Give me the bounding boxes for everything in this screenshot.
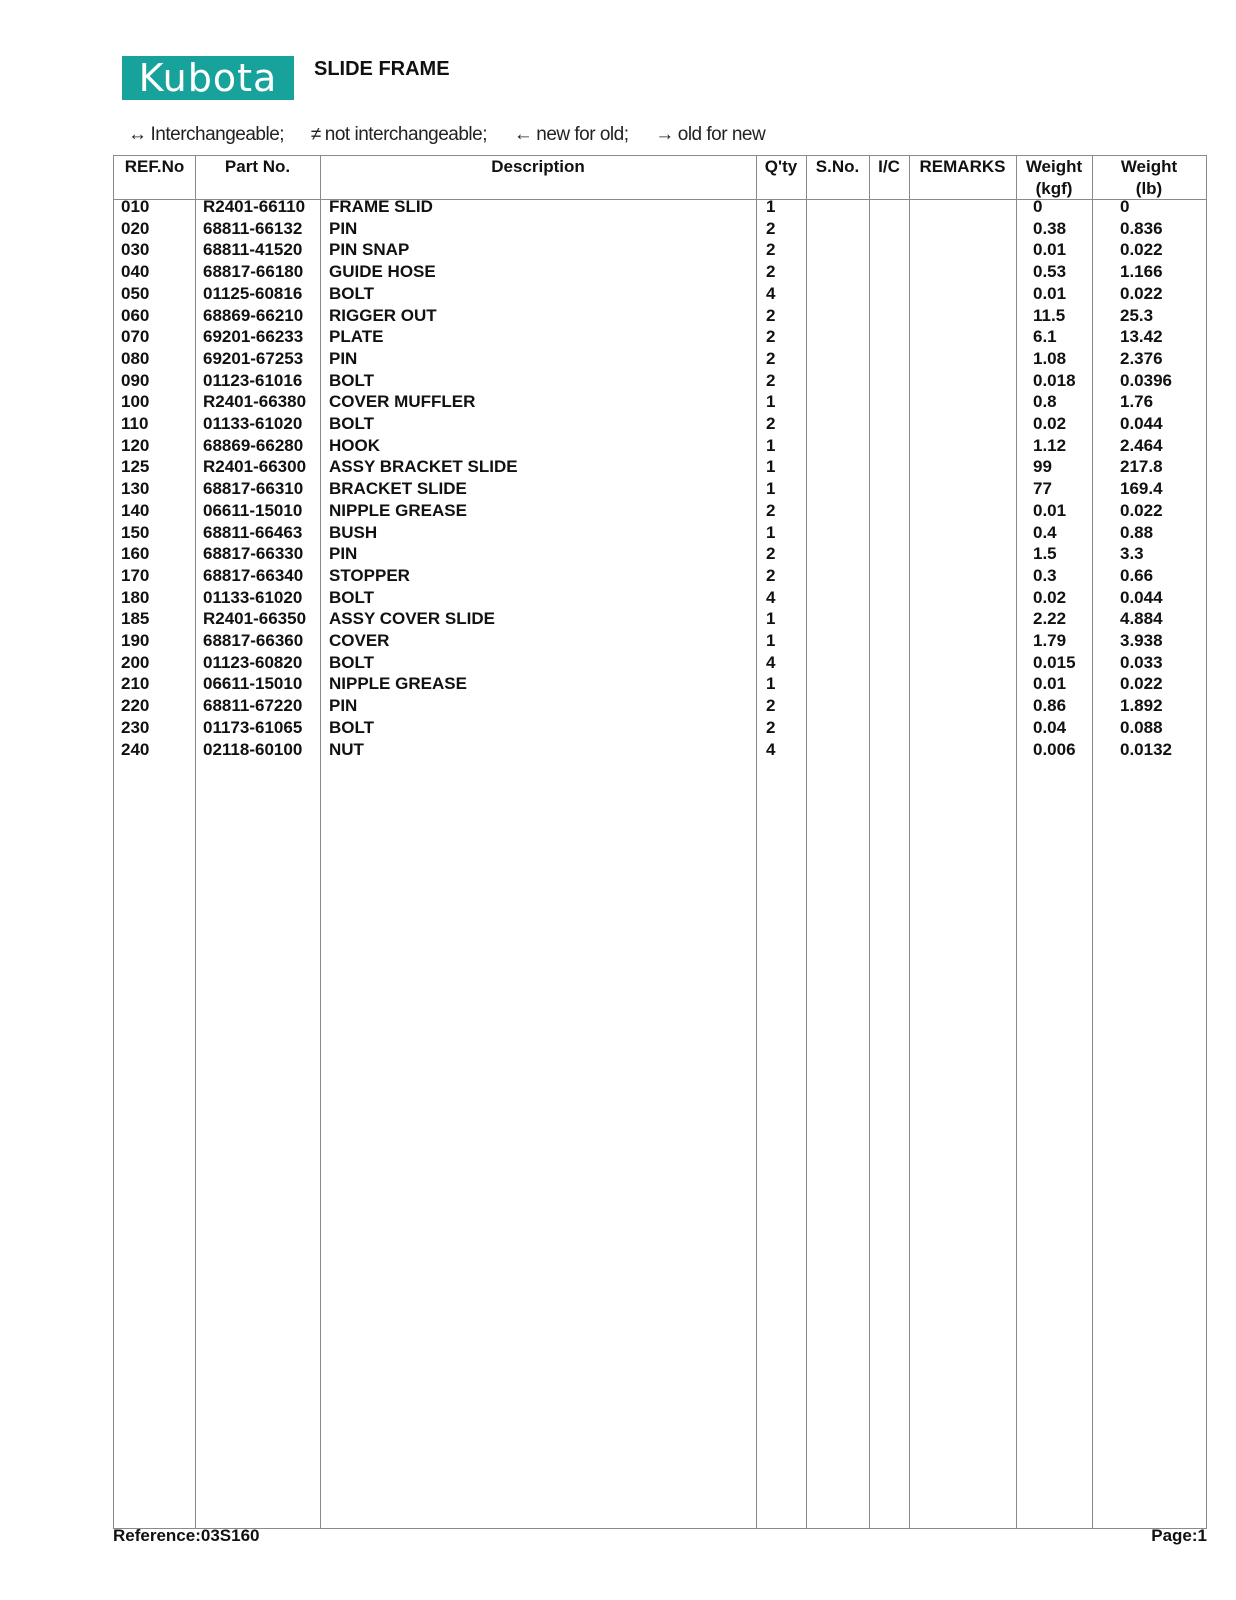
- table-row: [114, 348, 1206, 370]
- cell-ref-no: 185: [121, 609, 150, 629]
- cell-description: RIGGER OUT: [329, 305, 437, 325]
- cell-weight-lb: 2.376: [1120, 348, 1163, 368]
- cell-qty: 2: [766, 717, 776, 737]
- cell-weight-lb: 0.836: [1120, 218, 1163, 238]
- legend-old-for-new: → old for new: [655, 124, 766, 145]
- cell-ref-no: 125: [121, 457, 150, 477]
- cell-qty: 2: [766, 305, 776, 325]
- cell-weight-lb: 0.022: [1120, 674, 1163, 694]
- cell-description: FRAME SLID: [329, 197, 433, 216]
- cell-part-no: R2401-66300: [203, 457, 307, 477]
- cell-weight-lb: 0.88: [1120, 522, 1154, 542]
- cell-weight-kgf: 0.8: [1033, 392, 1057, 412]
- cell-qty: 1: [766, 674, 776, 694]
- table-row: [114, 587, 1206, 609]
- table-row: [114, 565, 1206, 587]
- cell-weight-kgf: 0.018: [1033, 370, 1076, 390]
- cell-description: GUIDE HOSE: [329, 262, 436, 282]
- cell-qty: 2: [766, 544, 776, 564]
- cell-part-no: 68817-66310: [203, 479, 304, 499]
- cell-description: ASSY COVER SLIDE: [329, 609, 495, 629]
- cell-ref-no: 210: [121, 674, 150, 694]
- parts-table: [113, 155, 1207, 1529]
- cell-weight-lb: 0.033: [1120, 652, 1163, 672]
- cell-weight-kgf: 0.01: [1033, 674, 1067, 694]
- cell-weight-kgf: 0.01: [1033, 240, 1067, 260]
- cell-ref-no: 150: [121, 522, 150, 542]
- cell-part-no: 01123-61016: [203, 370, 303, 390]
- cell-part-no: 68869-66280: [203, 435, 304, 455]
- cell-description: NIPPLE GREASE: [329, 674, 467, 694]
- legend: [128, 124, 787, 146]
- cell-qty: 1: [766, 631, 776, 650]
- cell-ref-no: 050: [121, 283, 150, 303]
- cell-ref-no: 060: [121, 305, 150, 325]
- cell-description: ASSY BRACKET SLIDE: [329, 457, 518, 477]
- cell-qty: 1: [766, 522, 776, 542]
- table-row: [114, 543, 1206, 565]
- cell-description: PIN: [329, 218, 358, 238]
- cell-weight-kgf: 2.22: [1033, 609, 1067, 629]
- cell-weight-lb: 1.166: [1120, 262, 1163, 282]
- cell-description: PIN: [329, 348, 358, 368]
- table-row: [114, 218, 1206, 240]
- cell-description: BOLT: [329, 370, 375, 390]
- cell-ref-no: 230: [121, 717, 150, 737]
- cell-weight-lb: 0.66: [1120, 565, 1154, 585]
- cell-description: PIN: [329, 696, 358, 716]
- table-row: [114, 305, 1206, 327]
- page-title: SLIDE FRAME: [314, 58, 450, 80]
- table-row: [114, 370, 1206, 392]
- cell-weight-lb: 0.044: [1120, 587, 1163, 607]
- cell-description: BRACKET SLIDE: [329, 479, 467, 499]
- cell-weight-lb: 3.938: [1120, 631, 1163, 650]
- cell-qty: 4: [766, 283, 776, 303]
- cell-description: PIN: [329, 544, 358, 564]
- cell-part-no: 06611-15010: [203, 674, 303, 694]
- column-header-qty: Q'ty: [764, 157, 798, 176]
- cell-ref-no: 100: [121, 392, 150, 412]
- cell-weight-kgf: 77: [1033, 479, 1052, 499]
- cell-qty: 1: [766, 457, 776, 477]
- not-equal-icon: ≠: [310, 124, 321, 145]
- cell-weight-kgf: 0.01: [1033, 500, 1067, 520]
- cell-weight-kgf: 0.04: [1033, 717, 1067, 737]
- cell-weight-lb: 217.8: [1120, 457, 1163, 477]
- table-row: [114, 196, 1206, 218]
- table-row: [114, 673, 1206, 695]
- cell-part-no: 68811-67220: [203, 696, 303, 716]
- cell-qty: 1: [766, 435, 776, 455]
- cell-qty: 2: [766, 500, 776, 520]
- cell-weight-kgf: 0: [1033, 197, 1043, 216]
- cell-description: BOLT: [329, 652, 375, 672]
- table-row: [114, 717, 1206, 739]
- cell-qty: 1: [766, 609, 776, 629]
- cell-qty: 2: [766, 565, 776, 585]
- cell-weight-kgf: 0.02: [1033, 414, 1067, 433]
- column-header-ref-no: REF.No: [124, 157, 185, 176]
- page-number: Page:1: [1151, 1526, 1207, 1545]
- cell-description: NUT: [329, 739, 364, 759]
- cell-weight-lb: 0.022: [1120, 500, 1163, 520]
- cell-part-no: 68817-66340: [203, 565, 304, 585]
- cell-qty: 2: [766, 370, 776, 390]
- cell-description: BOLT: [329, 587, 375, 607]
- cell-qty: 1: [766, 197, 776, 216]
- cell-weight-kgf: 1.79: [1033, 631, 1067, 650]
- cell-weight-lb: 25.3: [1120, 305, 1154, 325]
- cell-weight-kgf: 0.01: [1033, 283, 1067, 303]
- cell-weight-lb: 4.884: [1120, 609, 1163, 629]
- table-row: [114, 522, 1206, 544]
- cell-weight-lb: 13.42: [1120, 327, 1163, 347]
- table-row: [114, 326, 1206, 348]
- cell-weight-kgf: 0.006: [1033, 739, 1076, 759]
- cell-part-no: 68817-66360: [203, 631, 304, 650]
- cell-weight-lb: 0.0396: [1120, 370, 1172, 390]
- cell-description: PIN SNAP: [329, 240, 410, 260]
- interchangeable-arrow-icon: ↔: [128, 124, 147, 145]
- legend-not-interchangeable: ≠ not interchangeable;: [310, 124, 487, 145]
- cell-description: NIPPLE GREASE: [329, 500, 467, 520]
- cell-qty: 1: [766, 479, 776, 499]
- table-row: [114, 283, 1206, 305]
- cell-ref-no: 160: [121, 544, 150, 564]
- cell-ref-no: 070: [121, 327, 150, 347]
- cell-ref-no: 240: [121, 739, 150, 759]
- right-arrow-icon: →: [655, 124, 674, 145]
- cell-ref-no: 110: [121, 414, 149, 433]
- column-header-weight-lb: Weight (lb): [1120, 157, 1178, 198]
- cell-description: STOPPER: [329, 565, 410, 585]
- cell-ref-no: 200: [121, 652, 150, 672]
- cell-part-no: 68817-66180: [203, 262, 304, 282]
- cell-weight-kgf: 0.3: [1033, 565, 1057, 585]
- cell-part-no: 69201-67253: [203, 348, 304, 368]
- cell-ref-no: 140: [121, 500, 150, 520]
- cell-ref-no: 220: [121, 696, 150, 716]
- cell-ref-no: 180: [121, 587, 150, 607]
- table-row: [114, 478, 1206, 500]
- cell-part-no: 01123-60820: [203, 652, 303, 672]
- cell-part-no: 01133-61020: [203, 587, 303, 607]
- cell-weight-lb: 0.022: [1120, 283, 1163, 303]
- cell-ref-no: 120: [121, 435, 150, 455]
- cell-qty: 2: [766, 414, 776, 433]
- cell-weight-lb: 1.892: [1120, 696, 1163, 716]
- cell-ref-no: 040: [121, 262, 150, 282]
- cell-weight-lb: 0.0132: [1120, 739, 1172, 759]
- table-row: [114, 413, 1206, 435]
- cell-part-no: 01173-61065: [203, 717, 303, 737]
- cell-part-no: 01133-61020: [203, 414, 303, 433]
- table-row: [114, 695, 1206, 717]
- table-row: [114, 239, 1206, 261]
- cell-weight-kgf: 1.5: [1033, 544, 1057, 564]
- cell-part-no: R2401-66380: [203, 392, 307, 412]
- cell-weight-kgf: 99: [1033, 457, 1052, 477]
- cell-description: BUSH: [329, 522, 378, 542]
- cell-weight-lb: 3.3: [1120, 544, 1144, 564]
- cell-ref-no: 010: [121, 197, 150, 216]
- cell-weight-lb: 169.4: [1120, 479, 1163, 499]
- cell-weight-kgf: 0.86: [1033, 696, 1067, 716]
- column-header-remarks: REMARKS: [919, 157, 1006, 176]
- cell-description: BOLT: [329, 414, 375, 433]
- column-header-part-no: Part No.: [224, 157, 291, 176]
- cell-qty: 2: [766, 218, 776, 238]
- cell-description: HOOK: [329, 435, 380, 455]
- legend-new-for-old: ← new for old;: [513, 124, 629, 145]
- cell-qty: 1: [766, 392, 776, 412]
- cell-ref-no: 170: [121, 565, 150, 585]
- cell-weight-lb: 0: [1120, 197, 1130, 216]
- column-header-ic: I/C: [878, 157, 900, 176]
- table-row: [114, 391, 1206, 413]
- kubota-logo: Kubota: [122, 56, 294, 100]
- table-row: [114, 261, 1206, 283]
- cell-qty: 4: [766, 587, 776, 607]
- cell-weight-lb: 2.464: [1120, 435, 1163, 455]
- cell-weight-lb: 1.76: [1120, 392, 1154, 412]
- table-row: [114, 739, 1206, 761]
- cell-ref-no: 030: [121, 240, 150, 260]
- cell-weight-kgf: 1.12: [1033, 435, 1067, 455]
- cell-ref-no: 130: [121, 479, 150, 499]
- cell-weight-kgf: 0.53: [1033, 262, 1067, 282]
- table-row: [114, 608, 1206, 630]
- cell-description: PLATE: [329, 327, 384, 347]
- cell-part-no: 68811-66463: [203, 522, 303, 542]
- cell-qty: 2: [766, 348, 776, 368]
- cell-weight-lb: 0.044: [1120, 414, 1163, 433]
- cell-weight-kgf: 0.02: [1033, 587, 1067, 607]
- cell-weight-kgf: 0.015: [1033, 652, 1076, 672]
- cell-weight-kgf: 0.38: [1033, 218, 1067, 238]
- cell-qty: 2: [766, 262, 776, 282]
- legend-interchangeable: ↔ Interchangeable;: [128, 124, 285, 145]
- cell-weight-kgf: 11.5: [1033, 305, 1066, 325]
- column-header-weight-kgf: Weight (kgf): [1025, 157, 1083, 198]
- column-header-description: Description: [491, 157, 585, 176]
- table-row: [114, 435, 1206, 457]
- cell-part-no: 68811-66132: [203, 218, 303, 238]
- cell-ref-no: 020: [121, 218, 150, 238]
- cell-qty: 4: [766, 652, 776, 672]
- reference-label: Reference:03S160: [113, 1526, 260, 1545]
- table-row: [114, 456, 1206, 478]
- cell-description: BOLT: [329, 717, 375, 737]
- cell-qty: 2: [766, 327, 776, 347]
- cell-ref-no: 090: [121, 370, 150, 390]
- table-row: [114, 630, 1206, 652]
- left-arrow-icon: ←: [513, 124, 533, 145]
- cell-ref-no: 190: [121, 631, 150, 650]
- cell-part-no: 06611-15010: [203, 500, 303, 520]
- cell-weight-kgf: 1.08: [1033, 348, 1067, 368]
- table-row: [114, 500, 1206, 522]
- cell-part-no: 68817-66330: [203, 544, 304, 564]
- table-row: [114, 652, 1206, 674]
- cell-weight-kgf: 6.1: [1033, 327, 1057, 347]
- cell-description: BOLT: [329, 283, 375, 303]
- cell-part-no: 68811-41520: [203, 240, 303, 260]
- column-header-s-no: S.No.: [815, 157, 860, 176]
- cell-description: COVER MUFFLER: [329, 392, 476, 412]
- cell-part-no: 02118-60100: [203, 739, 303, 759]
- cell-weight-kgf: 0.4: [1033, 522, 1057, 542]
- cell-part-no: 68869-66210: [203, 305, 304, 325]
- cell-part-no: R2401-66110: [203, 197, 306, 216]
- cell-weight-lb: 0.088: [1120, 717, 1163, 737]
- cell-part-no: 69201-66233: [203, 327, 304, 347]
- cell-qty: 2: [766, 696, 776, 716]
- cell-description: COVER: [329, 631, 390, 650]
- cell-weight-lb: 0.022: [1120, 240, 1163, 260]
- cell-qty: 4: [766, 739, 776, 759]
- cell-part-no: R2401-66350: [203, 609, 307, 629]
- cell-ref-no: 080: [121, 348, 150, 368]
- cell-qty: 2: [766, 240, 776, 260]
- cell-part-no: 01125-60816: [203, 283, 303, 303]
